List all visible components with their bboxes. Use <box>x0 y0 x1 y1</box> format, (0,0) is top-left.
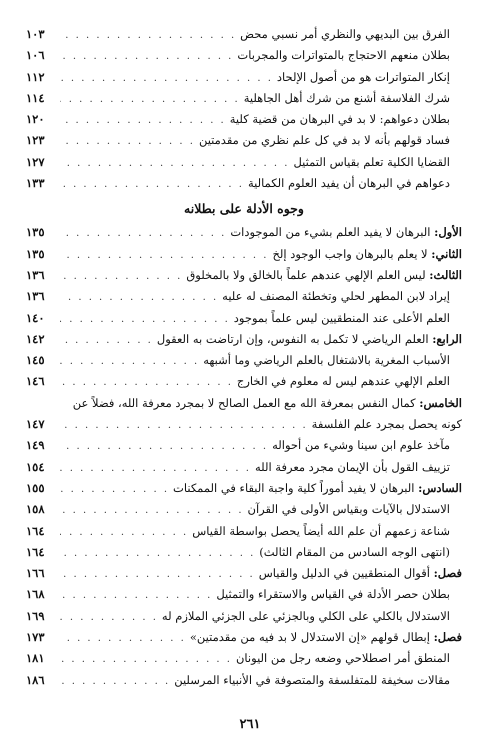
toc-entry-title: العلم الإلهي عندهم ليس له معلوم في الخارج <box>236 374 450 389</box>
toc-entry[interactable] <box>26 67 462 88</box>
toc-entry-khamis-line1 <box>26 393 462 414</box>
toc-entry-title: بطلان دعواهم: لا بد في البرهان من قضية كلية <box>229 112 450 127</box>
toc-entry-label: الثاني: <box>431 246 462 261</box>
dot-leader <box>60 309 230 330</box>
dot-leader <box>60 287 218 308</box>
toc-entry-title: (انتهى الوجه السادس من المقام الثالث) <box>259 544 450 559</box>
toc-entry-title: الأسباب المغرية بالاشتغال بالعلم الرياضي وما أشبهه <box>203 353 450 368</box>
dot-leader <box>60 266 182 287</box>
toc-entry-page: ١٥٥ <box>26 480 45 495</box>
toc-entry-text <box>174 670 462 691</box>
toc-entry-page: ١٦٦ <box>26 566 45 581</box>
toc-entry[interactable] <box>26 329 462 350</box>
toc-entry-title: القضايا الكلية تعلم بقياس التمثيل <box>293 154 450 169</box>
toc-entry-title: الاستدلال بالكلي على الكلي وبالجزئي على الجزئي الملازم له <box>161 608 450 623</box>
dot-leader <box>60 174 244 195</box>
toc-entry-text <box>222 286 462 307</box>
toc-entry-page: ١٤٥ <box>26 353 45 368</box>
dot-leader <box>60 671 170 692</box>
toc-entry[interactable] <box>26 563 462 584</box>
toc-entry-text <box>203 350 462 371</box>
toc-entry-text <box>248 499 462 520</box>
toc-group2-list <box>26 435 462 691</box>
toc-entry-title: تزييف القول بأن الإيمان مجرد معرفة الله <box>254 459 450 474</box>
toc-entry-text <box>230 222 462 243</box>
dot-leader <box>60 522 188 543</box>
toc-entry-page: ١١٤ <box>26 90 45 105</box>
toc-entry-page: ١٤٢ <box>26 331 45 346</box>
dot-leader <box>60 500 244 521</box>
toc-entry-title: فساد قولهم بأنه لا بد في كل علم نظري من مقدمتين <box>198 133 450 148</box>
dot-leader <box>60 436 268 457</box>
toc-entry[interactable] <box>26 350 462 371</box>
dot-leader <box>60 543 255 564</box>
toc-entry-page: ١٦٤ <box>26 523 45 538</box>
toc-entry[interactable] <box>26 457 462 478</box>
toc-entry[interactable] <box>26 222 462 243</box>
toc-entry[interactable] <box>26 24 462 45</box>
toc-entry[interactable] <box>26 265 462 286</box>
dot-leader <box>60 607 158 628</box>
dot-leader <box>60 564 255 585</box>
toc-entry-text <box>157 329 462 350</box>
toc-entry-text <box>259 542 462 563</box>
toc-entry-label: الثالث: <box>429 267 462 282</box>
toc-entry-text <box>190 627 462 648</box>
toc-entry-khamis[interactable] <box>26 393 462 436</box>
dot-leader <box>60 585 212 606</box>
toc-entry-label: فصل: <box>433 566 462 581</box>
toc-entry-label: الأول: <box>434 225 462 240</box>
toc-entry-title: بطلان منعهم الاحتجاج بالمتواترات والمجربات <box>237 48 450 63</box>
toc-group1-list <box>26 222 462 392</box>
page-number: ٢٦١ <box>239 717 261 732</box>
toc-entry[interactable] <box>26 606 462 627</box>
toc-entry[interactable] <box>26 109 462 130</box>
dot-leader <box>60 131 195 152</box>
toc-entry-title: بطلان حصر الأدلة في القياس والاستقراء والتمثيل <box>216 587 450 602</box>
toc-entry-page: ١٥٤ <box>26 459 45 474</box>
toc-entry[interactable] <box>26 371 462 392</box>
toc-entry-title: إبطال قولهم «إن الاستدلال لا بد فيه من مقدمتين» <box>189 630 430 645</box>
toc-entry-title: البرهان لا يفيد العلم بشيء من الموجودات <box>230 225 431 240</box>
toc-entry[interactable] <box>26 173 462 194</box>
toc-entry-title: مآخذ علوم ابن سينا وشيء من أحواله <box>272 438 450 453</box>
toc-entry-title: العلم الأعلى عند المنطقيين ليس علماً بموجود <box>233 310 450 325</box>
toc-entry-title: المنطق أمر اصطلاحي وضعه رجل من اليونان <box>235 651 450 666</box>
toc-entry[interactable] <box>26 286 462 307</box>
dot-leader <box>60 649 232 670</box>
toc-entry-title: شناعة زعمهم أن علم الله أيضاً يحصل بواسطة القياس <box>192 523 450 538</box>
toc-entry[interactable] <box>26 308 462 329</box>
toc-top-list <box>26 24 462 194</box>
toc-entry-page: ١٨١ <box>26 651 45 666</box>
toc-entry-title: إيراد لابن المطهر لحلي وتخطئة المصنف له عليه <box>222 289 450 304</box>
toc-entry-page: ١٤٩ <box>26 438 45 453</box>
toc-entry-text <box>199 130 462 151</box>
toc-entry-text <box>216 584 462 605</box>
toc-entry-page: ١٤٧ <box>26 417 45 432</box>
toc-entry-text <box>272 244 462 265</box>
toc-entry-page: ١٥٨ <box>26 502 45 517</box>
toc-entry-page: ١٠٦ <box>26 48 45 63</box>
toc-entry-text <box>162 606 462 627</box>
toc-entry-title: ليس العلم الإلهي عندهم علماً بالخالق ولا بالمخلوق <box>186 267 426 282</box>
toc-entry-text <box>248 173 462 194</box>
toc-entry-khamis-line2 <box>26 414 462 435</box>
toc-entry[interactable] <box>26 478 462 499</box>
dot-leader <box>60 245 268 266</box>
toc-entry-text <box>277 67 462 88</box>
dot-leader <box>60 479 169 500</box>
toc-entry-label: السادس: <box>418 480 462 495</box>
toc-entry-page: ١٢٧ <box>26 154 45 169</box>
toc-entry-title: إنكار المتواترات هو من أصول الإلحاد <box>276 69 450 84</box>
toc-entry[interactable] <box>26 648 462 669</box>
toc-entry-title: أقوال المنطقيين في الدليل والقياس <box>258 566 430 581</box>
toc-entry-label: فصل: <box>433 630 462 645</box>
toc-entry-title: العلم الرياضي لا تكمل به النفوس، وإن ارتاضت به العقول <box>156 331 429 346</box>
toc-entry-page: ١٦٨ <box>26 587 45 602</box>
toc-entry[interactable] <box>26 627 462 648</box>
toc-entry[interactable] <box>26 244 462 265</box>
toc-entry-page: ١٠٣ <box>26 27 45 41</box>
toc-entry-page: ١٦٤ <box>26 544 45 559</box>
toc-entry-page: ١٢٠ <box>26 112 45 127</box>
toc-entry-title: لا يعلم بالبرهان واجب الوجود إلخ <box>272 246 428 261</box>
toc-entry[interactable] <box>26 152 462 173</box>
toc-entry-title: مقالات سخيفة للمتفلسفة والمتصوفة في الأنبياء المرسلين <box>174 672 450 687</box>
dot-leader <box>60 46 233 67</box>
toc-entry-page: ١٤٦ <box>26 374 45 389</box>
toc-entry-text <box>255 457 462 478</box>
toc-entry[interactable] <box>26 45 462 66</box>
toc-entry-page: ١٣٦ <box>26 267 45 282</box>
toc-entry[interactable] <box>26 542 462 563</box>
dot-leader <box>60 110 226 131</box>
toc-entry-text <box>173 478 462 499</box>
toc-entry-text <box>236 648 462 669</box>
dot-leader <box>60 415 308 436</box>
dot-leader <box>60 89 240 110</box>
dot-leader <box>60 153 289 174</box>
toc-entry-text <box>244 88 462 109</box>
toc-entry-page: ١٧٣ <box>26 630 45 645</box>
toc-entry-page: ١٨٦ <box>26 672 45 687</box>
toc-entry-page: ١٢٣ <box>26 133 45 148</box>
toc-entry-page: ١٦٩ <box>26 608 45 623</box>
toc-entry-text <box>230 109 462 130</box>
toc-entry-title: الفرق بين البديهي والنظري أمر نسبي محض <box>240 27 450 41</box>
toc-entry-text <box>293 152 462 173</box>
toc-entry[interactable] <box>26 521 462 542</box>
toc-entry-page: ١٣٣ <box>26 176 45 191</box>
toc-entry-text <box>192 521 462 542</box>
toc-entry-title: دعواهم في البرهان أن يفيد العلوم الكمالية <box>247 176 450 191</box>
toc-entry-page: ١١٢ <box>26 69 45 84</box>
toc-entry-text <box>186 265 462 286</box>
dot-leader <box>60 68 273 89</box>
toc-entry[interactable] <box>26 584 462 605</box>
toc-entry-label: الرابع: <box>432 331 462 346</box>
toc-entry-title: كمال النفس بمعرفة الله مع العمل الصالح لا بمجرد معرفة الله، فضلاً عن <box>72 395 416 410</box>
dot-leader <box>60 458 251 479</box>
toc-entry[interactable] <box>26 499 462 520</box>
dot-leader <box>60 351 199 372</box>
toc-entry-page: ١٤٠ <box>26 310 45 325</box>
toc-entry[interactable] <box>26 435 462 456</box>
dot-leader <box>60 25 236 46</box>
toc-entry[interactable] <box>26 130 462 151</box>
toc-entry[interactable] <box>26 88 462 109</box>
toc-entry-title-continued: كونه يحصل بمجرد علم الفلسفة <box>311 417 462 432</box>
dot-leader <box>60 330 153 351</box>
toc-entry-text <box>240 24 462 45</box>
dot-leader <box>60 628 186 649</box>
toc-entry-page: ١٣٥ <box>26 246 45 261</box>
toc-entry-page: ١٣٦ <box>26 289 45 304</box>
toc-entry-title: شرك الفلاسفة أشنع من شرك أهل الجاهلية <box>243 90 450 105</box>
toc-entry-label: الخامس: <box>419 395 462 410</box>
toc-entry-text <box>234 308 462 329</box>
toc-entry-title: الاستدلال بالآيات وبقياس الأولى في القرآن <box>247 502 450 517</box>
dot-leader <box>60 372 233 393</box>
toc-entry-page: ١٣٥ <box>26 225 45 240</box>
toc-entry-text <box>237 371 462 392</box>
toc-entry[interactable] <box>26 670 462 691</box>
toc-entry-text <box>272 435 462 456</box>
section-heading: وجوه الأدلة على بطلانه <box>184 201 304 217</box>
toc-entry-text <box>259 563 462 584</box>
toc-entry-text <box>237 45 462 66</box>
toc-entry-title: البرهان لا يفيد أموراً كلية واجبة البقاء في الممكنات <box>173 480 415 495</box>
dot-leader <box>60 223 226 244</box>
